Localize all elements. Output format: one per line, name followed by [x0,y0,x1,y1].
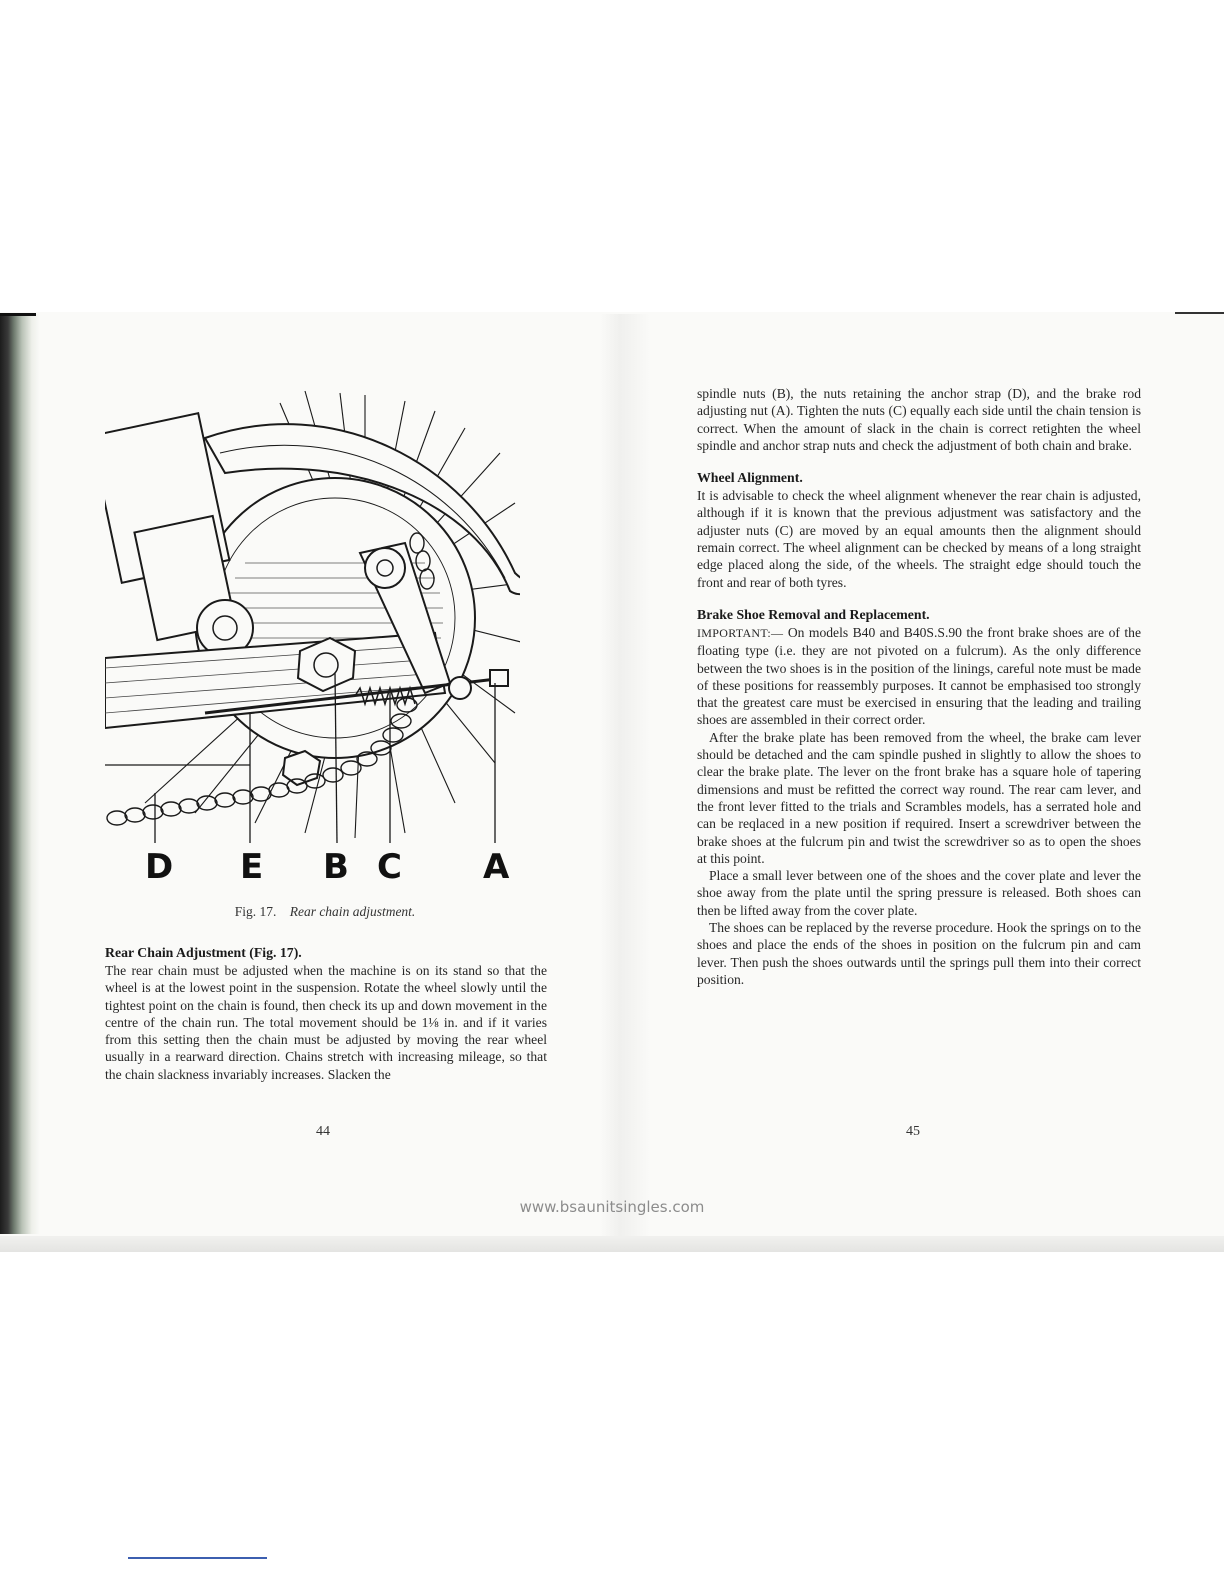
important-label: IMPORTANT:— [697,625,784,640]
page-edge-line [0,313,36,316]
page-number-right: 45 [906,1124,920,1139]
footer-blue-line [128,1557,267,1559]
continuation-paragraph: spindle nuts (B), the nuts retaining the anchor strap (D), and the brake rod adjusting nut (A). Tighten the nuts (C) equally each side until the chain tension is correct. When the amount of slack in the chain is correct retighten the wheel spindle and anchor strap nuts and check the adjustment of both chain and brake. [697,386,1141,453]
rear-chain-illustration [105,383,520,883]
important-text: On models B40 and B40S.S.90 the front brake shoes are of the floating type (i.e. they are not pivoted on a fulcrum). As the only difference between the two shoes is in the position of the linings, careful note must be made of these positions for reassembly purposes. It cannot be emphasised too strongly that the greatest care must be exercised in ensuring that the leading and trailing shoes are assembled in their correct order. [697,624,1141,728]
rear-chain-heading: Rear Chain Adjustment (Fig. 17). [105,945,302,960]
brake-paragraph-2: After the brake plate has been removed from the wheel, the brake cam lever should be detached and the cam spindle pushed in slightly to allow the shoes to clear the brake plate. The lever on the front brake has a square hole of tapering dimensions and must be refitted the correct way round. The rear cam lever, and the front lever fitted to the trials and Scrambles models, has a serrated hole and can be reqlaced in a new position if required. Insert a screwdriver between the brake shoes at the fulcrum pin and twist the screwdriver so as to open the shoes at this point. [697,729,1141,866]
label-e: E [240,847,264,883]
wheel-alignment-paragraph: It is advisable to check the wheel alignment whenever the rear chain is adjusted, although if it is known that the previous adjustment was satisfactory and the adjuster nuts (C) are moved by an equal amounts then the alignment should remain correct. The wheel alignment can be checked by means of a long straight edge placed along the side, of the wheels. The straight edge should touch the front and rear of both tyres. [697,488,1141,590]
brake-paragraph-4: The shoes can be replaced by the reverse procedure. Hook the springs on to the shoes and place the ends of the shoes in position on the fulcrum pin and cam lever. Then push the shoes outwards until the springs pull them into their correct position. [697,920,1141,987]
brake-paragraph-3: Place a small lever between one of the shoes and the cover plate and lever the shoe away from the plate until the spring pressure is released. Both shoes can then be lifted away from the cover plate. [697,868,1141,918]
important-paragraph [697,624,1141,729]
watermark-url: www.bsaunitsingles.com [519,1198,705,1216]
label-c: C [377,847,402,883]
book-gutter [600,314,650,1244]
rear-chain-paragraph: The rear chain must be adjusted when the machine is on its stand so that the wheel is at the lowest point in the suspension. Rotate the wheel slowly until the tightest point on the chain is found, then check its up and down movement in the centre of the chain run. The total movement should be 1⅛ in. and if it varies from this setting then the chain must be adjusted by moving the rear wheel usually in a rearward direction. Chains stretch with increasing mileage, so that the chain slackness invariably increases. Slacken the [105,963,547,1082]
brake-shoe-heading: Brake Shoe Removal and Replacement. [697,606,930,622]
right-page-body [697,385,1141,988]
label-a: A [483,847,510,883]
caption-title: Rear chain adjustment. [289,904,416,919]
label-d: D [145,847,174,883]
page-edge-line [1175,312,1224,314]
label-b: B [323,847,349,883]
figure-caption [105,904,545,920]
page-bottom-shadow [0,1236,1224,1252]
book-spine-edge [0,314,40,1234]
left-page-body [105,945,547,1083]
page-number-left: 44 [316,1124,330,1139]
wheel-alignment-heading: Wheel Alignment. [697,470,803,486]
caption-number: Fig. 17. [234,904,277,919]
